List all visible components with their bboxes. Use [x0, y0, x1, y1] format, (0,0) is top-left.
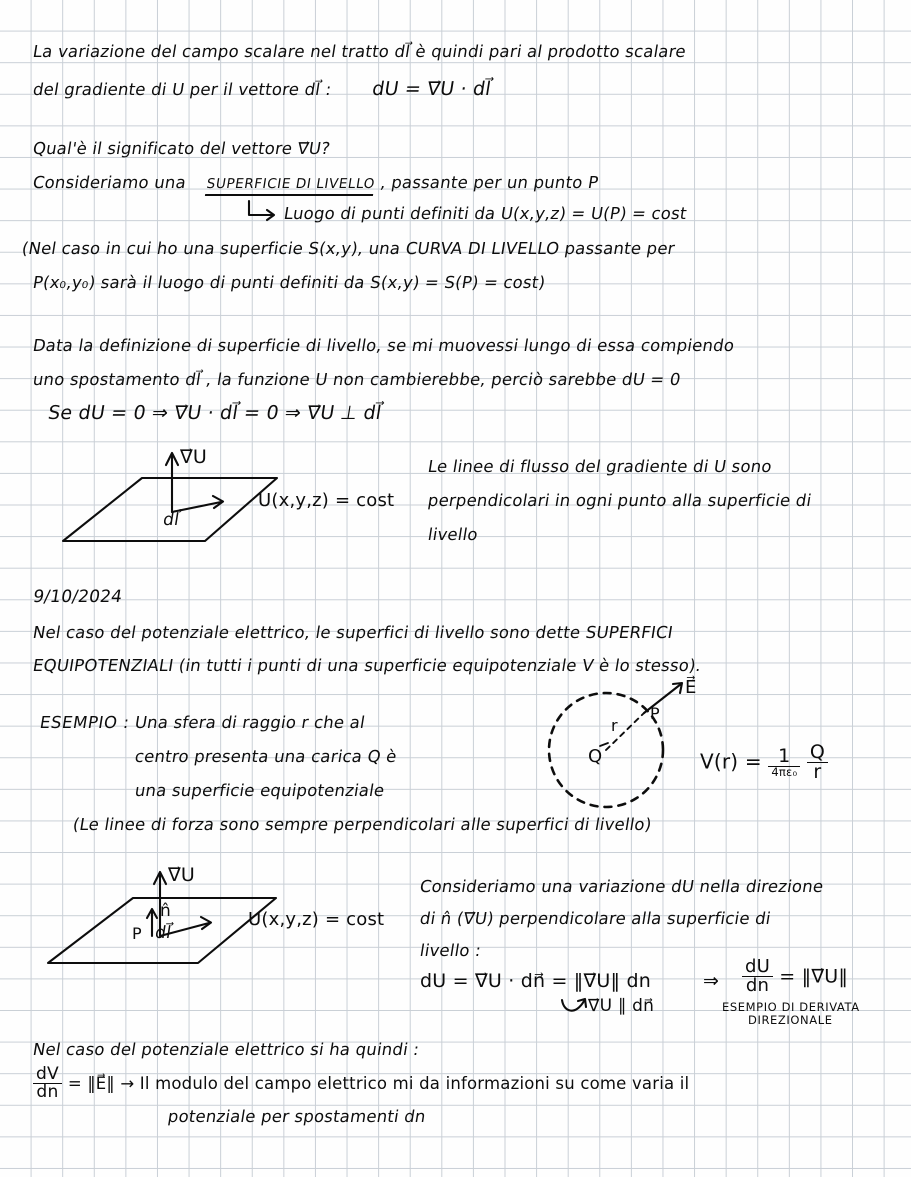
formula-fraction-coulomb	[768, 744, 800, 780]
sphere-radius-label	[611, 718, 618, 735]
normal-n-hat-symbol: n̂	[160, 901, 171, 921]
diagram-1-note-line-2	[427, 492, 813, 509]
dl-symbol-1: dl⃗	[161, 510, 181, 530]
date-heading	[32, 589, 124, 607]
force-lines-note	[72, 816, 653, 833]
note2-line1-text: Consideriamo una variazione dU nella direzione	[418, 877, 825, 896]
parallel-note-text: ∇⃗U ∥ dn⃗	[588, 996, 655, 1016]
paragraph-2-line-1	[32, 337, 736, 354]
dl-symbol-2: dl⃗	[153, 923, 173, 943]
dd-caption-line2-text: DIREZIONALE	[748, 1013, 833, 1027]
esempio-label	[39, 714, 131, 731]
formula-fraction-Q-over-r	[807, 743, 828, 783]
paren-note-1-line-2	[32, 274, 547, 291]
section-3-line-2	[167, 1108, 427, 1125]
esempio-line-2	[134, 748, 398, 765]
question-text: Qual'è il significato del vettore ∇⃗U?	[31, 139, 332, 158]
question-gradient-meaning	[32, 140, 332, 157]
esempio-line-1	[134, 714, 367, 731]
parallel-note	[588, 998, 654, 1016]
diagram-2-normal-label	[160, 903, 171, 921]
point-P-symbol: P	[650, 704, 660, 723]
diagram-2-note-line-3	[419, 942, 483, 959]
p2-line2-text: uno spostamento dl⃗ , la funzione U non cambierebbe, perciò sarebbe dU = 0	[31, 370, 683, 389]
s3-line2-text: potenziale per spostamenti dn	[166, 1107, 428, 1126]
diagram-2-note-line-2	[419, 910, 772, 927]
formula-frac1-numerator: 1	[778, 744, 791, 767]
date-text: 9/10/2024	[31, 587, 124, 607]
consideriamo-suffix: , passante per un punto P	[379, 173, 600, 192]
esempio-line-3	[134, 782, 386, 799]
surface-equation-1: U(x,y,z) = cost	[258, 490, 395, 511]
s2-line1-text: Nel caso del potenziale elettrico, le superfici di livello sono dette SUPERFICI	[31, 623, 675, 642]
paren-note-1-line-1	[21, 240, 676, 257]
diagram-2-grad-label	[168, 866, 195, 886]
paragraph-1-line-2	[31, 80, 492, 100]
note1-line3-text: livello	[426, 525, 480, 544]
s3-equation-rhs-text: = ‖E⃗‖ → Il modulo del campo elettrico mi da informazioni su come varia il	[67, 1073, 690, 1093]
paragraph-2-line-3	[46, 404, 382, 424]
dd-caption-line-1	[722, 1001, 860, 1013]
grad-u-symbol-1: ∇⃗U	[180, 446, 208, 468]
section-2-line-2	[32, 657, 703, 674]
formula-frac1-denominator: 4πε₀	[768, 766, 800, 779]
dd-caption-line-2	[748, 1014, 833, 1026]
dV-dn-fraction	[33, 1066, 62, 1102]
paren1-line1-text: (Nel caso in cui ho una superficie S(x,y), una CURVA DI LIVELLO passante per	[20, 239, 677, 258]
note2-line2-text: di n̂ (∇⃗U) perpendicolare alla superficie di	[418, 909, 773, 928]
esempio-line2-text: centro presenta una carica Q è	[133, 747, 399, 766]
dd-result-denominator: dn	[742, 976, 773, 995]
p1-line2-text: del gradiente di U per il vettore dl⃗ :	[31, 80, 333, 99]
force-lines-note-text: (Le linee di forza sono sempre perpendicolari alle superfici di livello)	[71, 815, 653, 834]
note1-line2-text: perpendicolari in ogni punto alla superficie di	[426, 491, 813, 510]
section-3-line-1	[32, 1041, 421, 1058]
diagram-1-surface-label	[258, 492, 394, 511]
formula-frac2-denominator: r	[807, 762, 828, 782]
implies-symbol-dd	[703, 972, 719, 992]
luogo-di-punti-definition	[283, 205, 688, 222]
esempio-label-text: ESEMPIO :	[38, 713, 132, 732]
dd-result	[742, 958, 848, 996]
potential-formula	[700, 743, 828, 783]
equation-dU-grad-dl: dU = ∇⃗U · dl⃗	[370, 78, 493, 100]
esempio-line3-text: una superficie equipotenziale	[133, 781, 386, 800]
dd-caption-line1-text: ESEMPIO DI DERIVATA	[722, 1000, 860, 1014]
consideriamo-line	[32, 174, 600, 191]
esempio-line1-text: Una sfera di raggio r che al	[133, 713, 367, 732]
section-2-line-1	[32, 624, 674, 641]
paragraph-1-line-1	[32, 43, 688, 60]
p1-line1-text: La variazione del campo scalare nel tratto dl⃗ è quindi pari al prodotto scalare	[31, 42, 688, 61]
dd-result-numerator: dU	[745, 956, 771, 977]
implies-glyph: ⇒	[703, 970, 720, 992]
point-P-symbol-2: P	[132, 924, 142, 943]
note1-line1-text: Le linee di flusso del gradiente di U sono	[426, 457, 774, 476]
diagram-2-surface-label	[248, 911, 384, 930]
note2-line3-text: livello :	[418, 941, 483, 960]
luogo-definition-text: Luogo di punti definiti da U(x,y,z) = U(P) = cost	[282, 204, 689, 223]
formula-lhs-text: V(r) =	[700, 749, 762, 774]
directional-derivative-equation	[420, 972, 651, 992]
dd-result-rhs-text: = ‖∇⃗U‖	[779, 965, 849, 988]
s3-line1-text: Nel caso del potenziale elettrico si ha quindi :	[31, 1040, 421, 1059]
sphere-point-label	[650, 706, 660, 723]
surface-equation-2: U(x,y,z) = cost	[248, 909, 385, 930]
field-E-symbol: E⃗	[685, 677, 697, 698]
grad-u-symbol-2: ∇⃗U	[168, 864, 196, 886]
p2-line1-text: Data la definizione di superficie di livello, se mi muovessi lungo di essa compiendo	[31, 336, 736, 355]
superficie-di-livello-term: SUPERFICIE DI LIVELLO	[205, 176, 376, 196]
charge-Q-symbol: Q	[588, 746, 603, 767]
diagram-2-point-label	[132, 926, 142, 943]
hook-arrow-icon-1	[246, 200, 280, 224]
diagram-1-grad-label	[180, 448, 207, 468]
s2-line2-text: EQUIPOTENZIALI (in tutti i punti di una superficie equipotenziale V è lo stesso).	[31, 656, 703, 675]
diagram-2-dl-label	[154, 925, 173, 943]
diagram-2-note-line-1	[419, 878, 825, 895]
diagram-1-dl-label	[162, 512, 181, 530]
p2-line3-equation: Se dU = 0 ⇒ ∇⃗U · dl⃗ = 0 ⇒ ∇⃗U ⊥ dl⃗	[46, 402, 384, 424]
diagram-1-note-line-1	[427, 458, 774, 475]
consideriamo-prefix: Consideriamo una	[31, 173, 188, 192]
sphere-center-charge-label	[588, 748, 602, 767]
paragraph-2-line-2	[32, 371, 682, 388]
formula-frac2-numerator: Q	[809, 741, 825, 763]
dd-result-fraction	[742, 958, 773, 996]
sphere-field-label	[685, 679, 697, 698]
radius-r-symbol: r	[611, 716, 618, 735]
paren1-line2-text: P(x₀,y₀) sarà il luogo di punti definiti da S(x,y) = S(P) = cost)	[31, 273, 547, 292]
diagram-1-note-line-3	[427, 526, 479, 543]
dd-equation-text: dU = ∇⃗U · dn⃗ = ‖∇⃗U‖ dn	[420, 970, 651, 992]
dV-numerator: dV	[36, 1064, 59, 1084]
dn-denominator: dn	[33, 1083, 62, 1101]
section-3-equation	[33, 1066, 689, 1102]
